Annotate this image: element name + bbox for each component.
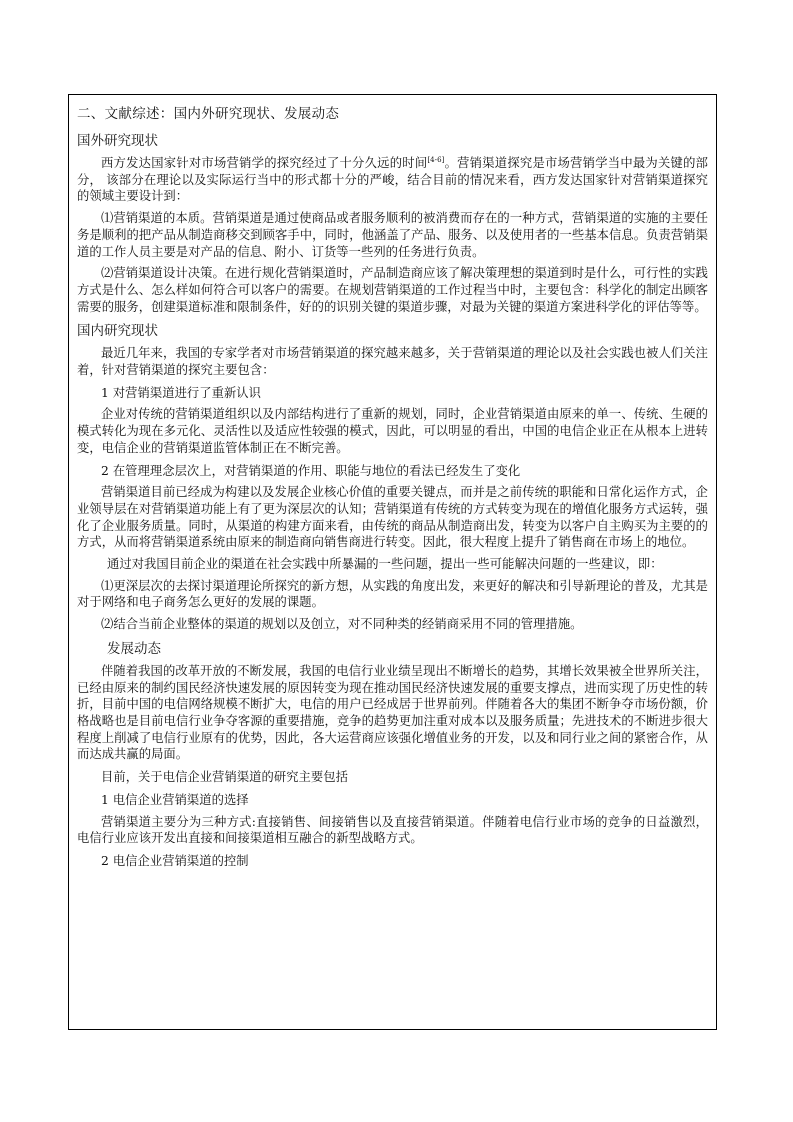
foreign-heading: 国外研究现状 — [77, 133, 158, 149]
domestic-intro: 最近几年来，我国的专家学者对市场营销渠道的探究越来越多，关于营销渠道的理论以及社会实践也被人们关注着，针对营销渠道的探究主要包含： — [77, 346, 708, 378]
domestic-paragraph-4: ⑴更深层次的去探讨渠道理论所探究的新方想，从实践的角度出发，来更好的解决和引导新理论的普及，尤其是对于网络和电子商务怎么更好的发展的课题。 — [77, 578, 708, 610]
foreign-intro-text-cont: 。营销渠道探究是市场营销学当中最为关键的部分， 该部分在理论以及实际运行当中的形式都十分的严峻，结合目前的情况来看，西方发达国家针对营销渠道探究的领域主要设计到： — [77, 156, 708, 204]
content-frame — [68, 94, 717, 1030]
citation-ref: [4-6] — [427, 156, 445, 164]
foreign-intro — [77, 155, 708, 205]
trends-paragraph-1: 伴随着我国的改革开放的不断发展，我国的电信行业业绩呈现出不断增长的趋势，其增长效果被全世界所关注，已经由原来的制约国民经济快速发展的原因转变为现在推动国民经济快速发展的重要支撑点，进而实现了历史性的转折，目前中国的电信网络规模不断扩大，电信的用户已经成居于世界前列。伴随着各大的集团不断争夺市场份额，价格战略也是目前电信行业争夺客源的重要措施，竞争的趋势更加注重对成本以及服务质量；先进技术的不断进步很大程度上削减了电信行业原有的优势，因此，各大运营商应该强化增值业务的开发，以及和同行业之间的紧密合作，从而达成共赢的局面。 — [77, 663, 708, 762]
trends-paragraph-2: 目前，关于电信企业营销渠道的研究主要包括 — [101, 770, 348, 785]
domestic-paragraph-1: 企业对传统的营销渠道组织以及内部结构进行了重新的规划，同时，企业营销渠道由原来的单一、传统、生硬的模式转化为现在多元化、灵活性以及适应性较强的模式，因此，可以明显的看出，中国的电信企业正在从根本上进转变，电信企业的营销渠道监管体制正在不断完善。 — [77, 407, 708, 455]
domestic-subheading-1: 1 对营销渠道进行了重新认识 — [101, 385, 261, 400]
section-title: 二、文献综述：国内外研究现状、发展动态 — [77, 106, 340, 122]
trends-paragraph-3: 营销渠道主要分为三种方式:直接销售、间接销售以及直接营销渠道。伴随着电信行业市场的竞争的日益激烈，电信行业应该开发出直接和间接渠道相互融合的新型战略方式。 — [77, 814, 708, 846]
trends-subheading-1: 1 电信企业营销渠道的选择 — [101, 792, 249, 807]
domestic-subheading-2: 2 在管理理念层次上，对营销渠道的作用、职能与地位的看法已经发生了变化 — [101, 463, 521, 478]
domestic-paragraph-2: 营销渠道目前已经成为构建以及发展企业核心价值的重要关键点，而并是之前传统的职能和日常化运作方式，企业领导层在对营销渠道功能上有了更为深层次的认知；营销渠道有传统的方式转变为现在的增值化服务方式运转，强化了企业服务质量。同时，从渠道的构建方面来看，由传统的商品从制造商出发，转变为以客户自主购买为主要的的方式，从而将营销渠道系统由原来的制造商向销售商进行转变。因此，很大程度上提升了销售商在市场上的地位。 — [77, 485, 708, 550]
trends-subheading-2: 2 电信企业营销渠道的控制 — [101, 853, 249, 868]
content-body — [69, 95, 716, 870]
foreign-paragraph-1: ⑴营销渠道的本质。营销渠道是通过使商品或者服务顺利的被消费而存在的一种方式，营销渠道的实施的主要任务是顺利的把产品从制造商移交到顾客手中，同时，他涵盖了产品、服务、以及使用者的一些基本信息。负责营销渠道的工作人员主要是对产品的信息、附小、订货等一些列的任务进行负责。 — [77, 211, 708, 259]
foreign-intro-text: 西方发达国家针对市场营销学的探究经过了十分久远的时间 — [101, 156, 428, 170]
domestic-paragraph-3: 通过对我国目前企业的渠道在社会实践中所暴漏的一些问题，提出一些可能解决问题的一些建议，即： — [107, 557, 663, 572]
foreign-paragraph-2: ⑵营销渠道设计决策。在进行规化营销渠道时，产品制造商应该了解决策理想的渠道到时是什么，可行性的实践方式是什么、怎么样如何符合可以客户的需要。在规划营销渠道的工作过程当中时，主要包含：科学化的制定出顾客需要的服务，创建渠道标准和限制条件，好的的识别关键的渠道步骤，对最为关键的渠道方案进科学化的评估等等。 — [77, 266, 708, 314]
domestic-heading: 国内研究现状 — [77, 323, 158, 340]
domestic-paragraph-5: ⑵结合当前企业整体的渠道的规划以及创立，对不同种类的经销商采用不同的管理措施。 — [101, 617, 583, 632]
trends-heading: 发展动态 — [107, 640, 161, 657]
